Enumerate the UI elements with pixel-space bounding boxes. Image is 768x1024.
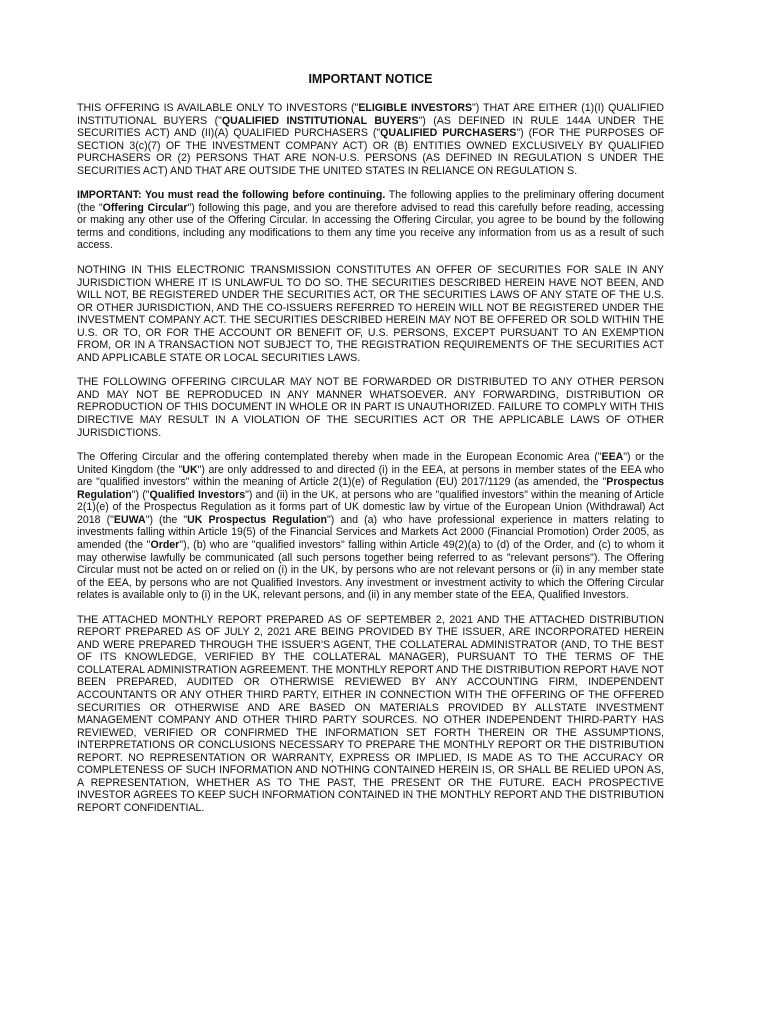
paragraph-eea-uk <box>77 451 664 602</box>
defined-term: EUWA <box>113 513 146 526</box>
defined-term: Qualified Investors <box>149 488 246 501</box>
text-run: ") (the " <box>145 513 188 526</box>
text-run: The following applies to the preliminary offering document (the " <box>77 189 664 214</box>
defined-term: ELIGIBLE INVESTORS <box>358 102 473 114</box>
text-run: ") following this page, and you are therefore advised to read this carefully before reading, accessing or making any other use of the Offering Circular. In accessing the Offering Circular, you agree to be bound by the following terms and conditions, including any modifications to them any time you receive any information from us as a result of such access. <box>77 201 664 252</box>
text-run: NOTHING IN THIS ELECTRONIC TRANSMISSION CONSTITUTES AN OFFER OF SECURITIES FOR SALE IN ANY JURISDICTION WHERE IT IS UNLAWFUL TO DO SO. THE SECURITIES DESCRIBED HEREIN HAVE NOT BEEN, AND WILL NOT, BE REGISTERED UNDER THE SECURITIES ACT, OR THE SECURITIES LAWS OF ANY STATE OF THE U.S. OR OTHER JURISDICTION, AND THE CO-ISSUERS REFERRED TO HEREIN WILL NOT BE REGISTERED UNDER THE INVESTMENT COMPANY ACT. THE SECURITIES DESCRIBED HEREIN MAY NOT BE OFFERED OR SOLD WITHIN THE U.S. OR TO, OR FOR THE ACCOUNT OR BENEFIT OF, U.S. PERSONS, EXCEPT PURSUANT TO AN EXEMPTION FROM, OR IN A TRANSACTION NOT SUBJECT TO, THE REGISTRATION REQUIREMENTS OF THE SECURITIES ACT AND APPLICABLE STATE OR LOCAL SECURITIES LAWS. <box>77 264 664 364</box>
defined-term: IMPORTANT: You must read the following before continuing. <box>77 189 386 202</box>
text-run: ") (FOR THE PURPOSES OF SECTION 3(c)(7) OF THE INVESTMENT COMPANY ACT) OR (B) ENTITIES OWNED EXCLUSIVELY BY QUALIFIED PURCHASERS OR (2) PERSONS THAT ARE NON-U.S. PERSONS (AS DEFINED IN REGULATION S UNDER THE SECURITIES ACT) AND THAT ARE OUTSIDE THE UNITED STATES IN RELIANCE ON REGULATION S. <box>77 127 664 177</box>
paragraph-eligible-investors <box>77 102 664 177</box>
paragraph-no-offer <box>77 264 664 364</box>
text-run: ") THAT ARE EITHER (1)(I) QUALIFIED INSTITUTIONAL BUYERS (" <box>77 102 664 127</box>
text-run: ") (" <box>131 488 150 501</box>
text-run: The Offering Circular and the offering contemplated thereby when made in the European Economic Area (" <box>77 451 602 464</box>
defined-term: QUALIFIED INSTITUTIONAL BUYERS <box>221 114 419 127</box>
text-run: ") are only addressed to and directed (i) in the EEA, at persons in member states of the EEA who are "qualified investors" within the meaning of Article 2(1)(e) of Regulation (EU) 2017/1129 (as amended, the " <box>77 463 664 489</box>
notice-title: IMPORTANT NOTICE <box>308 72 433 86</box>
text-run: ") and (ii) in the UK, at persons who are "qualified investors" within the meaning of Article 2(1)(e) of the Prospectus Regulation as it forms part of UK domestic law by virtue of the European Union (Withdrawal) Act 2018 (" <box>77 488 664 526</box>
defined-term: Prospectus Regulation <box>77 476 664 501</box>
text-run: THE ATTACHED MONTHLY REPORT PREPARED AS OF SEPTEMBER 2, 2021 AND THE ATTACHED DISTRIBUTION REPORT PREPARED AS OF JULY 2, 2021 ARE BEING PROVIDED BY THE ISSUER, ARE INCORPORATED HEREIN AND WERE PREPARED THROUGH THE ISSUER'S AGENT, THE COLLATERAL ADMINISTRATOR (AND, TO THE BEST OF ITS KNOWLEDGE, VERIFIED BY THE COLLATERAL MANAGER), PURSUANT TO THE TERMS OF THE COLLATERAL ADMINISTRATION AGREEMENT. THE MONTHLY REPORT AND THE DISTRIBUTION REPORT HAVE NOT BEEN PREPARED, AUDITED OR OTHERWISE REVIEWED BY ANY ACCOUNTING FIRM, INDEPENDENT ACCOUNTANTS OR ANY OTHER THIRD PARTY, EITHER IN CONNECTION WITH THE OFFERING OF THE OFFERED SECURITIES OR OTHERWISE AND ARE BASED ON MATERIALS PROVIDED BY ALLSTATE INVESTMENT MANAGEMENT COMPANY AND OTHER THIRD PARTY SOURCES. NO OTHER INDEPENDENT THIRD-PARTY HAS REVIEWED, VERIFIED OR CONFIRMED THE INFORMATION SET FORTH THEREIN OR THE ASSUMPTIONS, INTERPRETATIONS OR CONCLUSIONS NECESSARY TO PREPARE THE MONTHLY REPORT OR THE DISTRIBUTION REPORT. NO REPRESENTATION OR WARRANTY, EXPRESS OR IMPLIED, IS MADE AS TO THE ACCURACY OR COMPLETENESS OF SUCH INFORMATION AND NOTHING CONTAINED HEREIN IS, OR SHALL BE RELIED UPON AS, A REPRESENTATION, WHETHER AS TO THE PAST, THE PRESENT OR THE FUTURE. EACH PROSPECTIVE INVESTOR AGREES TO KEEP SUCH INFORMATION CONTAINED IN THE MONTHLY REPORT AND THE DISTRIBUTION REPORT CONFIDENTIAL. <box>77 613 664 814</box>
text-run: ") (AS DEFINED IN RULE 144A UNDER THE SECURITIES ACT) AND (II)(A) QUALIFIED PURCHASERS (" <box>77 114 664 140</box>
paragraph-monthly-report <box>77 614 664 815</box>
defined-term: Offering Circular <box>102 201 188 214</box>
defined-term: QUALIFIED PURCHASERS <box>380 127 517 140</box>
text-run: ") and (a) who have professional experience in matters relating to investments falling within Article 19(5) of the Financial Services and Markets Act 2000 (Financial Promotion) Order 2005, as amended (the " <box>77 513 664 551</box>
defined-term: EEA <box>601 451 624 464</box>
text-run: ") or the United Kingdom (the " <box>77 451 664 476</box>
text-run: THIS OFFERING IS AVAILABLE ONLY TO INVESTORS (" <box>77 102 359 114</box>
defined-term: Order <box>150 538 180 551</box>
paragraph-important <box>77 189 664 252</box>
paragraph-no-forwarding <box>77 376 664 439</box>
text-run: "), (b) who are "qualified investors" falling within Article 49(2)(a) to (d) of the Order, and (c) to whom it may otherwise lawfully be communicated (all such persons together being referred to as "relevant persons"). The Offering Circular must not be acted on or relied on (i) in the UK, by persons who are not relevant persons or (ii) in any member state of the EEA, by persons who are not Qualified Investors. Any investment or investment activity to which the Offering Circular relates is available only to (i) in the UK, relevant persons, and (ii) in any member state of the EEA, Qualified Investors. <box>77 538 665 602</box>
defined-term: UK Prospectus Regulation <box>187 513 327 526</box>
defined-term: UK <box>182 463 198 476</box>
text-run: THE FOLLOWING OFFERING CIRCULAR MAY NOT BE FORWARDED OR DISTRIBUTED TO ANY OTHER PERSON AND MAY NOT BE REPRODUCED IN ANY MANNER WHATSOEVER. ANY FORWARDING, DISTRIBUTION OR REPRODUCTION OF THIS DOCUMENT IN WHOLE OR IN PART IS UNAUTHORIZED. FAILURE TO COMPLY WITH THIS DIRECTIVE MAY RESULT IN A VIOLATION OF THE SECURITIES ACT OR THE APPLICABLE LAWS OF OTHER JURISDICTIONS. <box>77 376 664 439</box>
